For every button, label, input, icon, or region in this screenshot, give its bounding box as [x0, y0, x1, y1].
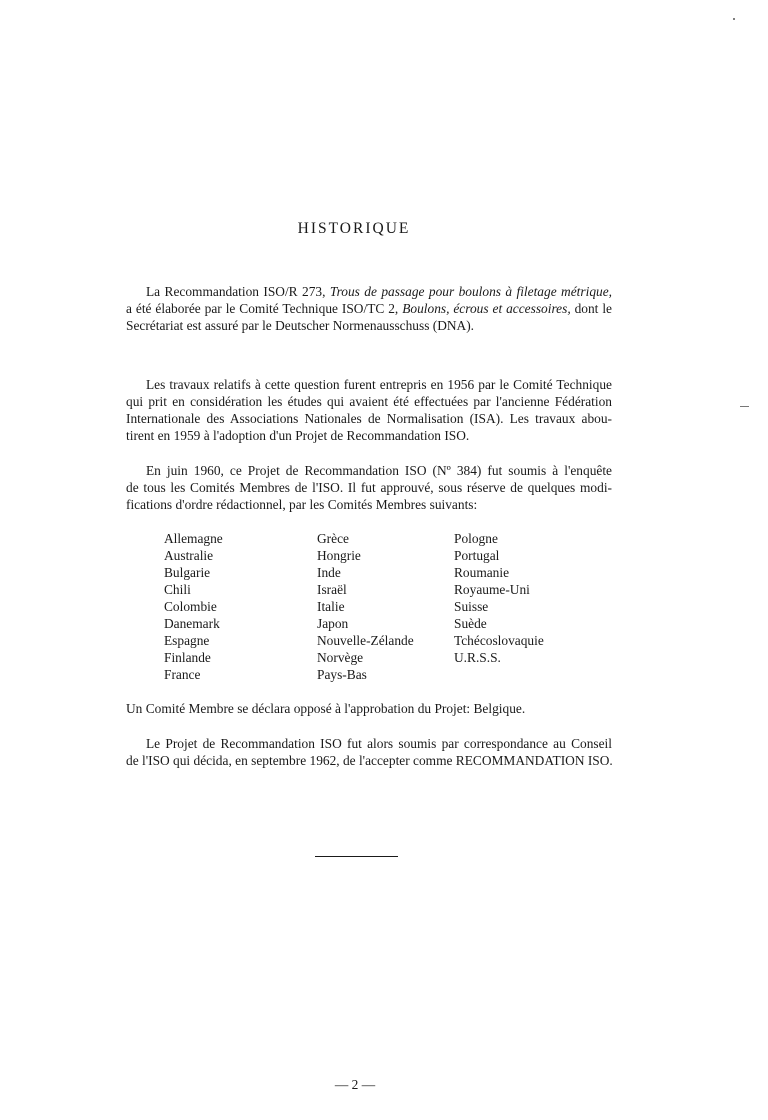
paragraph-line: En juin 1960, ce Projet de Recommandation ISO (Nº 384) fut soumis à l'enquête [146, 463, 612, 478]
country-name: U.R.S.S. [454, 650, 501, 665]
country-name: Colombie [164, 599, 217, 614]
country-name: Royaume-Uni [454, 582, 530, 597]
paragraph-line: tirent en 1959 à l'adoption d'un Projet de Recommandation ISO. [126, 428, 470, 444]
page-title: HISTORIQUE [297, 220, 411, 237]
country-name: Espagne [164, 633, 210, 648]
country-name: Nouvelle-Zélande [317, 633, 414, 648]
country-name: Finlande [164, 650, 211, 665]
country-name: Italie [317, 599, 345, 614]
country-name: Norvège [317, 650, 364, 665]
country-name: France [164, 667, 201, 682]
text-run: a été élaborée par le Comité Technique ISO/TC 2, [126, 301, 403, 317]
paragraph-line [126, 300, 612, 317]
scan-mark [740, 406, 749, 407]
paragraph-line: qui prit en considération les études qui avaient été effectuées par l'ancienne Fédération [126, 394, 612, 410]
country-name: Suisse [454, 599, 489, 614]
paragraph-line: fications d'ordre rédactionnel, par les Comités Membres suivants: [126, 497, 478, 513]
italic-title: Boulons, écrous et accessoires, [402, 301, 571, 317]
paragraph-enquiry [126, 462, 612, 513]
italic-title: Trous de passage pour boulons à filetage métrique, [329, 284, 612, 299]
paragraph-history [126, 376, 612, 444]
country-name: Suède [454, 616, 487, 631]
separator-rule [315, 856, 398, 857]
country-name: Grèce [317, 531, 349, 546]
country-name: Australie [164, 548, 214, 563]
scan-speck [733, 18, 735, 20]
paragraph-line: Internationale des Associations Nationales de Normalisation (ISA). Les travaux abou- [126, 411, 612, 427]
country-name: Tchécoslovaquie [454, 633, 544, 648]
country-name: Danemark [164, 616, 220, 631]
country-name: Bulgarie [164, 565, 211, 580]
page-number: — 2 — [334, 1077, 376, 1092]
text-run: dont le [570, 301, 612, 317]
country-name: Hongrie [317, 548, 361, 563]
paragraph-acceptance [126, 735, 612, 769]
paragraph-line [126, 283, 612, 300]
paragraph-line: Un Comité Membre se déclara opposé à l'approbation du Projet: Belgique. [126, 701, 526, 716]
paragraph-intro [126, 283, 612, 334]
paragraph-line: de l'ISO qui décida, en septembre 1962, de l'accepter comme RECOMMANDATION ISO. [126, 753, 613, 769]
country-name: Israël [317, 582, 347, 597]
country-name: Allemagne [164, 531, 223, 546]
country-name: Portugal [454, 548, 500, 563]
country-column-3 [454, 530, 544, 666]
country-column-1 [164, 530, 223, 683]
paragraph-line: Le Projet de Recommandation ISO fut alors soumis par correspondance au Conseil [146, 736, 612, 751]
paragraph-line: Les travaux relatifs à cette question furent entrepris en 1956 par le Comité Technique [146, 377, 612, 392]
country-name: Pologne [454, 531, 498, 546]
country-name: Pays-Bas [317, 667, 367, 682]
paragraph-opposition [126, 700, 612, 717]
country-name: Inde [317, 565, 341, 580]
paragraph-line: Secrétariat est assuré par le Deutscher Normenausschuss (DNA). [126, 318, 475, 334]
country-name: Roumanie [454, 565, 510, 580]
country-name: Japon [317, 616, 349, 631]
country-name: Chili [164, 582, 191, 597]
country-column-2 [317, 530, 414, 683]
text-run: La Recommandation ISO/R 273, [146, 284, 330, 299]
paragraph-line: de tous les Comités Membres de l'ISO. Il fut approuvé, sous réserve de quelques modi- [126, 480, 612, 496]
